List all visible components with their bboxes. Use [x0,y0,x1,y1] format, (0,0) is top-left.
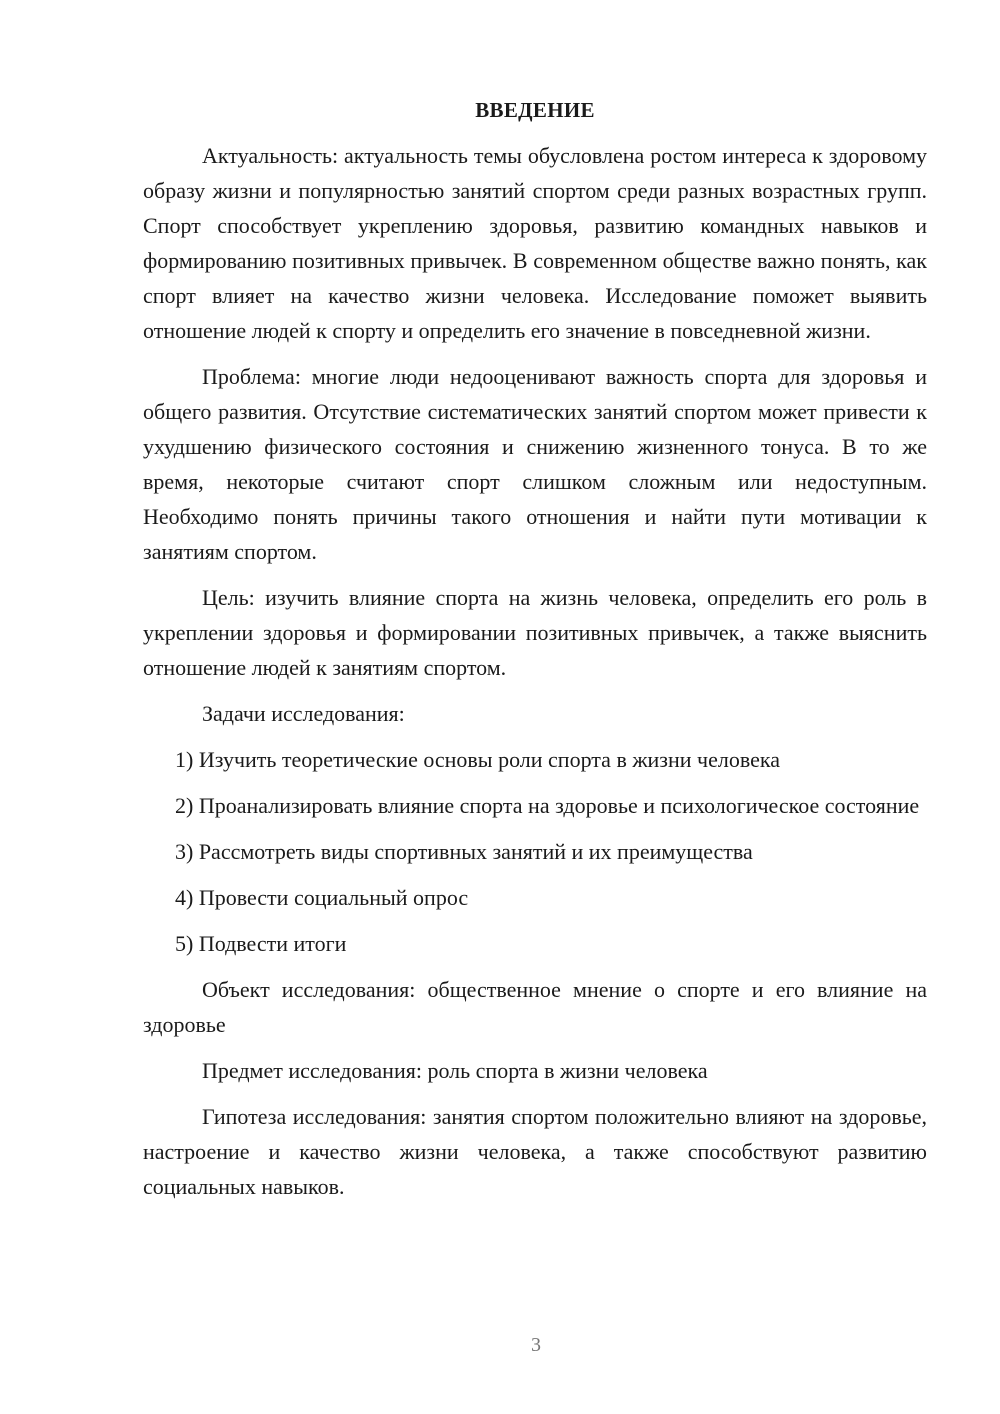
page-title: ВВЕДЕНИЕ [475,98,595,122]
page-number: 3 [531,1334,541,1356]
relevance-paragraph: Актуальность: актуальность темы обусловлена ростом интереса к здоровому образу жизни и популярностью занятий спортом среди разных возрастных групп. Спорт способствует укреплению здоровья, развитию командных навыков и формированию позитивных привычек. В современном обществе важно понять, как спорт влияет на качество жизни человека. Исследование поможет выявить отношение людей к спорту и определить его значение в повседневной жизни. [143,143,927,343]
goal-paragraph: Цель: изучить влияние спорта на жизнь человека, определить его роль в укреплении здоровья и формировании позитивных привычек, а также выяснить отношение людей к занятиям спортом. [143,585,927,680]
document-body [143,95,927,1215]
task-item-1: 1) Изучить теоретические основы роли спорта в жизни человека [175,747,780,772]
task-item-2: 2) Проанализировать влияние спорта на здоровье и психологическое состояние [175,793,920,818]
hypothesis-paragraph: Гипотеза исследования: занятия спортом положительно влияют на здоровье, настроение и качество жизни человека, а также способствуют развитию социальных навыков. [143,1104,927,1199]
subject-paragraph: Предмет исследования: роль спорта в жизни человека [202,1058,708,1083]
tasks-heading: Задачи исследования: [202,701,405,726]
task-item-4: 4) Провести социальный опрос [175,885,469,910]
problem-paragraph: Проблема: многие люди недооценивают важность спорта для здоровья и общего развития. Отсутствие систематических занятий спортом может привести к ухудшению физического состояния и снижению жизненного тонуса. В то же время, некоторые считают спорт слишком сложным или недоступным. Необходимо понять причины такого отношения и найти пути мотивации к занятиям спортом. [143,364,927,564]
task-item-3: 3) Рассмотреть виды спортивных занятий и их преимущества [175,839,753,864]
task-item-5: 5) Подвести итоги [175,931,347,956]
object-paragraph: Объект исследования: общественное мнение о спорте и его влияние на здоровье [143,977,927,1037]
